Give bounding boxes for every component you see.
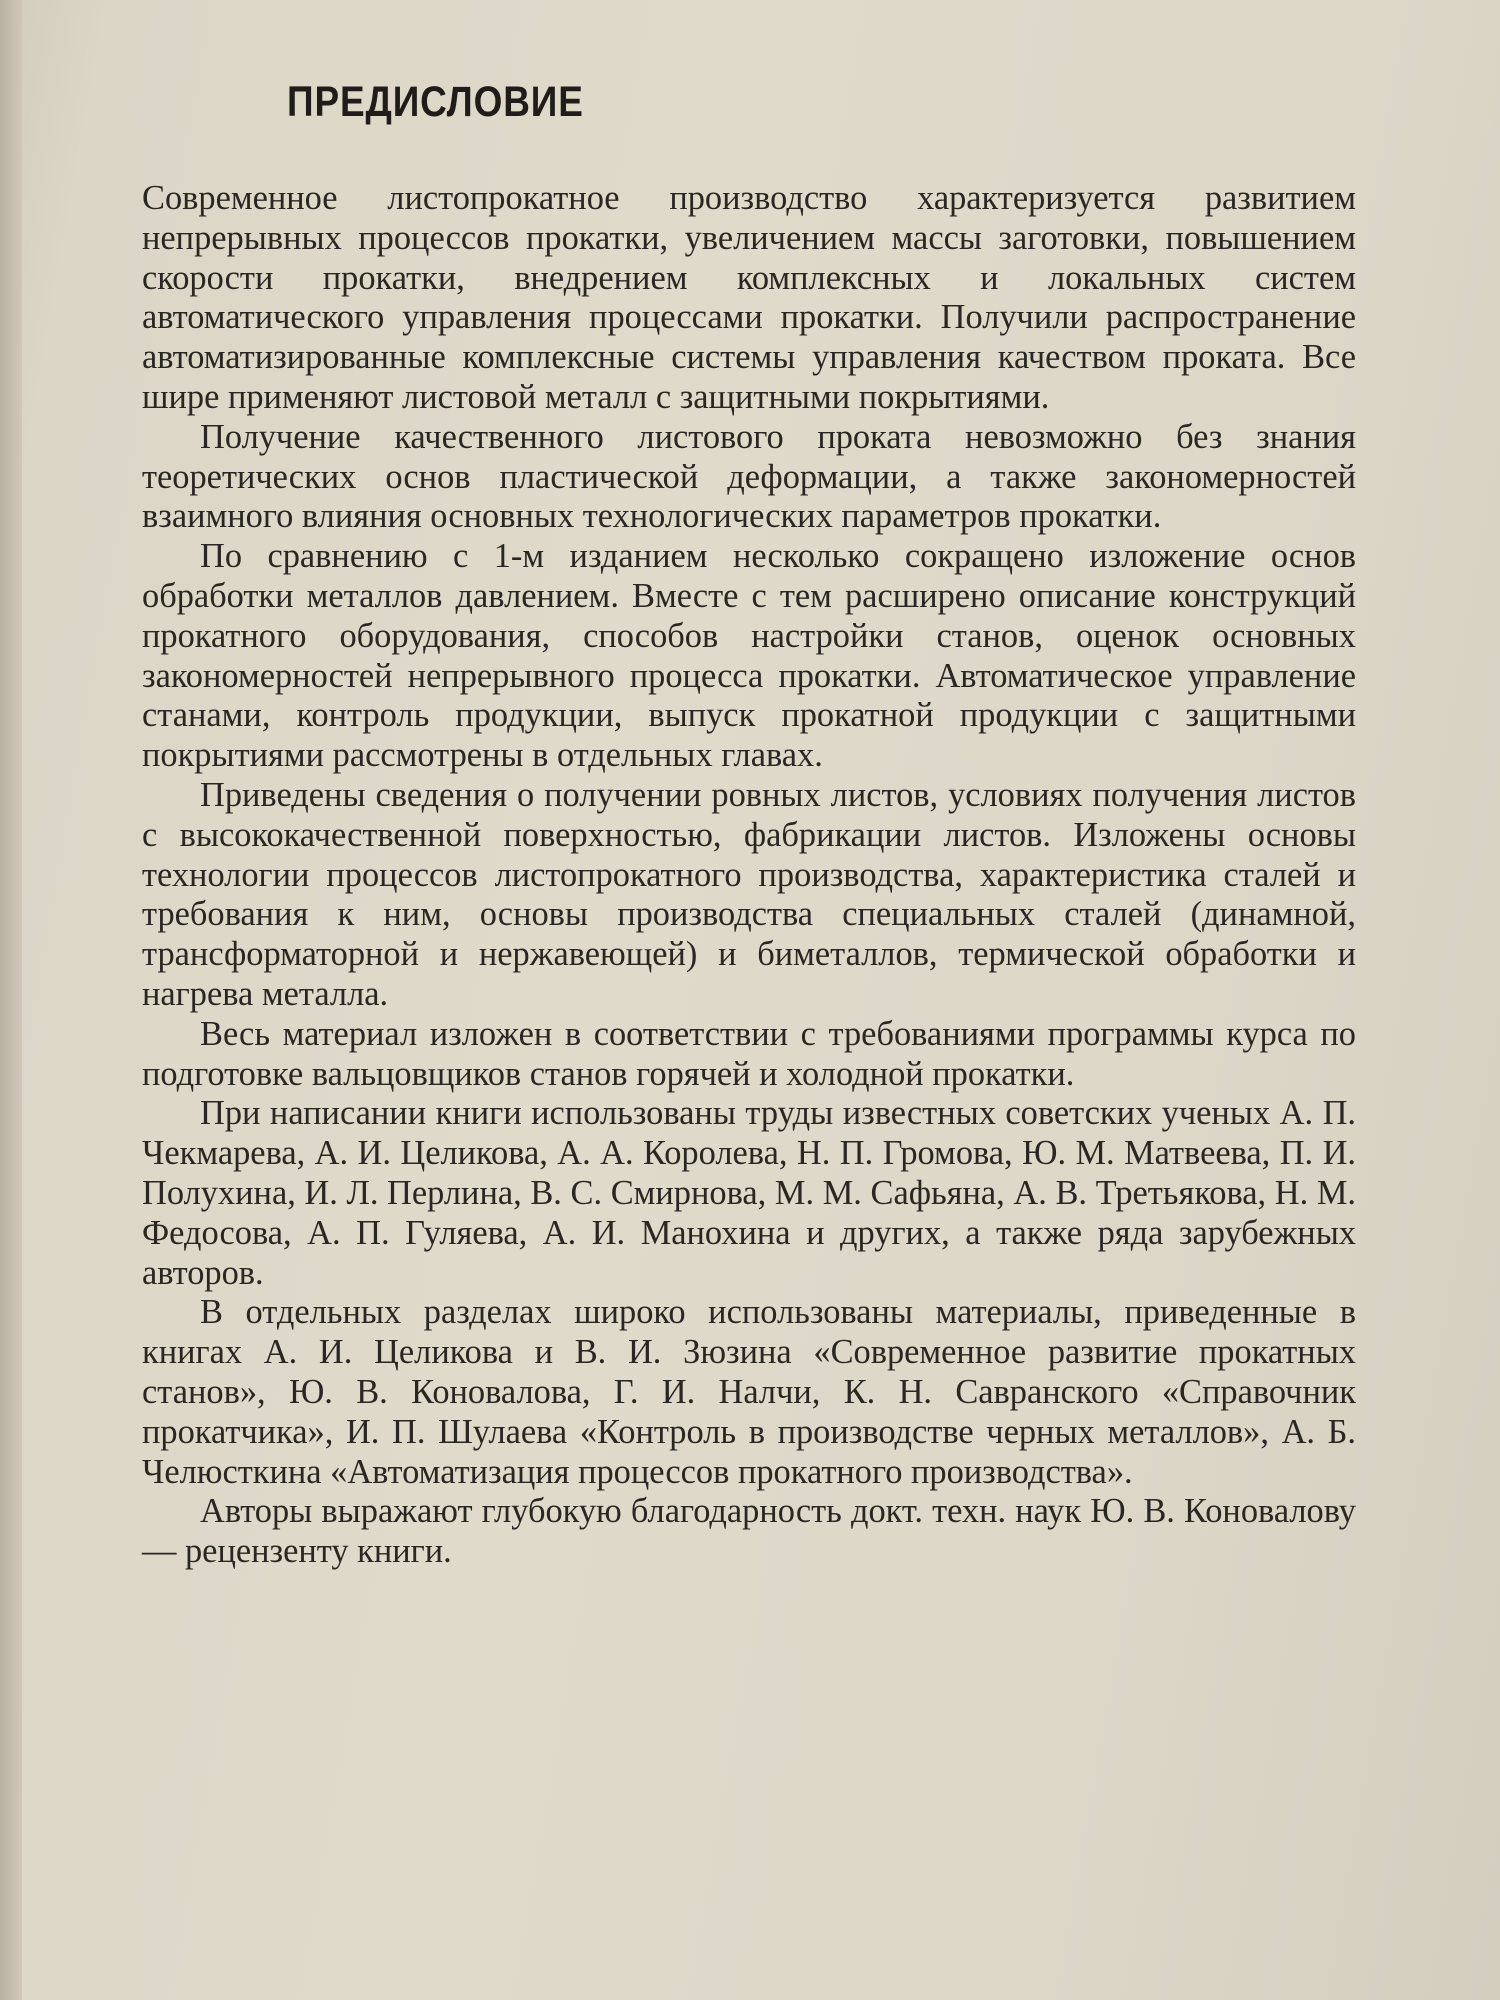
paragraph-3: По сравнению с 1-м изданием несколько сокращено изложение основ обработки металлов давлением. Вместе с тем расширено описание конструкций прокатного оборудования, способов настройки станов, оценок основных закономерностей непрерывного процесса прокатки. Автоматическое управление станами, контроль продукции, выпуск прокатной продукции с защитными покрытиями рассмотрены в отдельных главах. [142, 537, 1356, 775]
page-fold-shadow [0, 0, 22, 2000]
preface-content [142, 78, 1356, 1572]
page-title: ПРЕДИСЛОВИЕ [287, 78, 584, 126]
paragraph-4: Приведены сведения о получении ровных листов, условиях получения листов с высококачественной поверхностью, фабрикации листов. Изложены основы технологии процессов листопрокатного производства, характеристика сталей и требования к ним, основы производства специальных сталей (динамной, трансформаторной и нержавеющей) и биметаллов, термической обработки и нагрева металла. [142, 775, 1356, 1013]
paragraph-2: Получение качественного листового проката невозможно без знания теоретических основ пластической деформации, а также закономерностей взаимного влияния основных технологических параметров прокатки. [142, 417, 1356, 536]
paragraph-7: В отдельных разделах широко использованы материалы, приведенные в книгах А. И. Целикова и В. И. Зюзина «Современное развитие прокатных станов», Ю. В. Коновалова, Г. И. Налчи, К. Н. Савранского «Справочник прокатчика», И. П. Шулаева «Контроль в производстве черных металлов», А. Б. Челюсткина «Автоматизация процессов прокатного производства». [142, 1293, 1356, 1491]
paragraph-6: При написании книги использованы труды известных советских ученых А. П. Чекмарева, А. И. Целикова, А. А. Королева, Н. П. Громова, Ю. М. Матвеева, П. И. Полухина, И. Л. Перлина, В. С. Смирнова, М. М. Сафьяна, А. В. Третьякова, Н. М. Федосова, А. П. Гуляева, А. И. Манохина и других, а также ряда зарубежных авторов. [142, 1094, 1356, 1292]
paragraph-1: Современное листопрокатное производство характеризуется развитием непрерывных процессов прокатки, увеличением массы заготовки, повышением скорости прокатки, внедрением комплексных и локальных систем автоматического управления процессами прокатки. Получили распространение автоматизированные комплексные системы управления качеством проката. Все шире применяют листовой металл с защитными покрытиями. [142, 179, 1356, 416]
paragraph-5: Весь материал изложен в соответствии с требованиями программы курса по подготовке вальцовщиков станов горячей и холодной прокатки. [142, 1014, 1356, 1093]
paragraph-8: Авторы выражают глубокую благодарность докт. техн. наук Ю. В. Коновалову — рецензенту книги. [142, 1492, 1356, 1571]
